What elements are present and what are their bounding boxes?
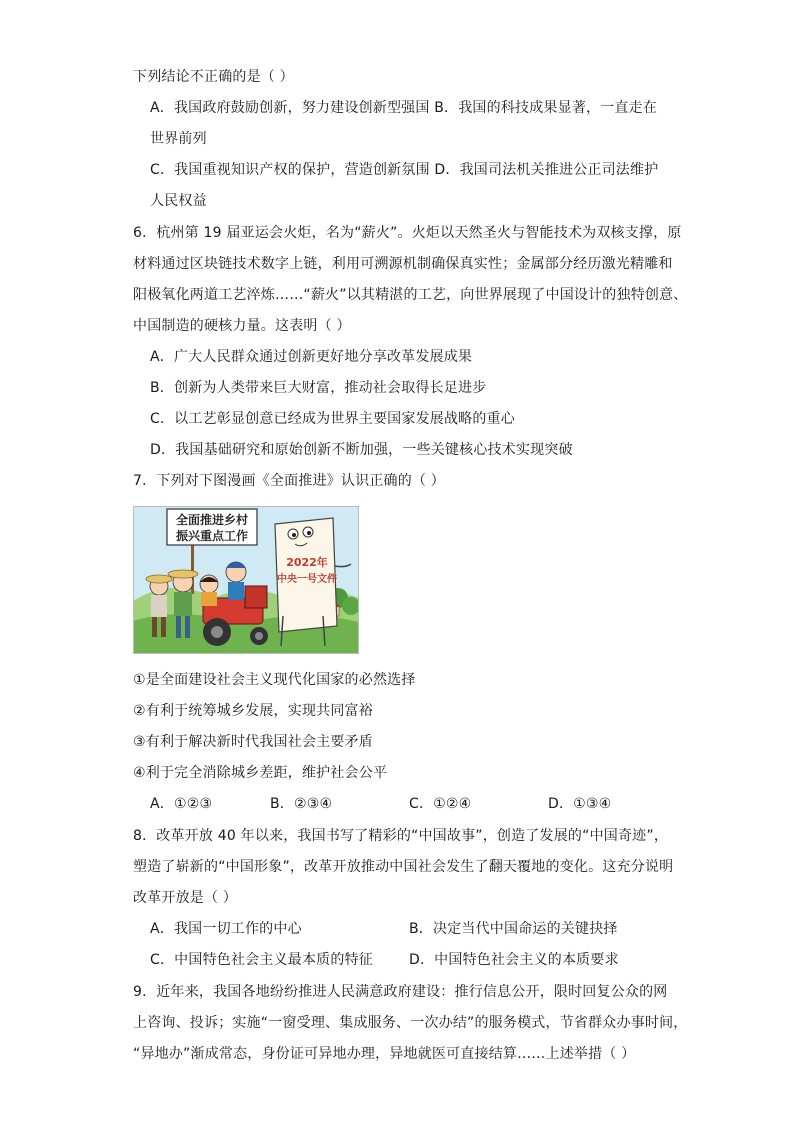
q7-options	[0, 794, 794, 814]
q5-option-ab-line2: 世界前列	[150, 131, 207, 147]
q9-stem-line1: 9．近年来，我国各地纷纷推进人民满意政府建设：推行信息公开，限时回复公众的网	[133, 984, 668, 1000]
q6-stem-line1: 6．杭州第 19 届亚运会火炬，名为“薪火”。火炬以天然圣火与智能技术为双核支撑，原	[133, 225, 682, 241]
q7-option-b: B．②③④	[270, 796, 333, 812]
q6-option-c: C．以工艺彰显创意已经成为世界主要国家发展战略的重心	[150, 411, 515, 427]
q8-options-row2	[0, 950, 794, 970]
q6-option-a: A．广大人民群众通过创新更好地分享改革发展成果	[150, 349, 473, 365]
q6-stem-line2: 材料通过区块链技术数字上链，利用可溯源机制确保真实性；金属部分经历激光精雕和	[133, 256, 673, 272]
q7-cartoon-image	[133, 506, 359, 654]
q8-option-c: C．中国特色社会主义最本质的特征	[150, 952, 373, 968]
q9-stem-line3: “异地办”渐成常态，身份证可异地办理，异地就医可直接结算……上述举措（ ）	[133, 1046, 636, 1062]
q7-option-a: A．①②③	[150, 796, 213, 812]
q7-statement-1: ①是全面建设社会主义现代化国家的必然选择	[133, 672, 416, 688]
q7-stem: 7．下列对下图漫画《全面推进》认识正确的（ ）	[133, 473, 445, 489]
q8-option-b: B．决定当代中国命运的关键抉择	[409, 921, 618, 937]
cartoon-sign-line2: 振兴重点工作	[175, 529, 249, 543]
q6-option-d: D．我国基础研究和原始创新不断加强，一些关键核心技术实现突破	[150, 442, 573, 458]
q7-statement-2: ②有利于统筹城乡发展，实现共同富裕	[133, 703, 373, 719]
q5-option-cd-line2: 人民权益	[150, 193, 207, 209]
q7-option-d: D．①③④	[548, 796, 612, 812]
q5-option-ab-line1: A．我国政府鼓励创新，努力建设创新型强国 B．我国的科技成果显著，一直走在	[150, 100, 658, 116]
q6-stem-line3: 阳极氧化两道工艺淬炼……“薪火”以其精湛的工艺，向世界展现了中国设计的独特创意、	[133, 287, 688, 303]
cartoon-doc-line2: 中央一号文件	[277, 574, 337, 585]
q6-stem-line4: 中国制造的硬核力量。这表明（ ）	[133, 318, 351, 334]
q7-statement-4: ④利于完全消除城乡差距，维护社会公平	[133, 765, 388, 781]
q8-option-d: D．中国特色社会主义的本质要求	[409, 952, 619, 968]
q8-stem-line3: 改革开放是（ ）	[133, 890, 238, 906]
q7-option-c: C．①②④	[409, 796, 472, 812]
q9-stem-line2: 上咨询、投诉；实施“一窗受理、集成服务、一次办结”的服务模式，节省群众办事时间，	[133, 1015, 688, 1031]
q6-option-b: B．创新为人类带来巨大财富，推动社会取得长足进步	[150, 380, 487, 396]
q8-option-a: A．我国一切工作的中心	[150, 921, 302, 937]
cartoon-doc-line1: 2022年	[286, 556, 328, 569]
q5-option-cd-line1: C．我国重视知识产权的保护，营造创新氛围 D．我国司法机关推进公正司法维护	[150, 162, 659, 178]
q8-options-row1	[0, 919, 794, 939]
q8-stem-line1: 8．改革开放 40 年以来，我国书写了精彩的“中国故事”，创造了发展的“中国奇迹”，	[133, 828, 669, 844]
q7-statement-3: ③有利于解决新时代我国社会主要矛盾	[133, 734, 373, 750]
q8-stem-line2: 塑造了崭新的“中国形象”，改革开放推动中国社会发生了翻天覆地的变化。这充分说明	[133, 859, 674, 875]
cartoon-sign-line1: 全面推进乡村	[175, 513, 249, 527]
q5-stem: 下列结论不正确的是（ ）	[133, 69, 294, 85]
